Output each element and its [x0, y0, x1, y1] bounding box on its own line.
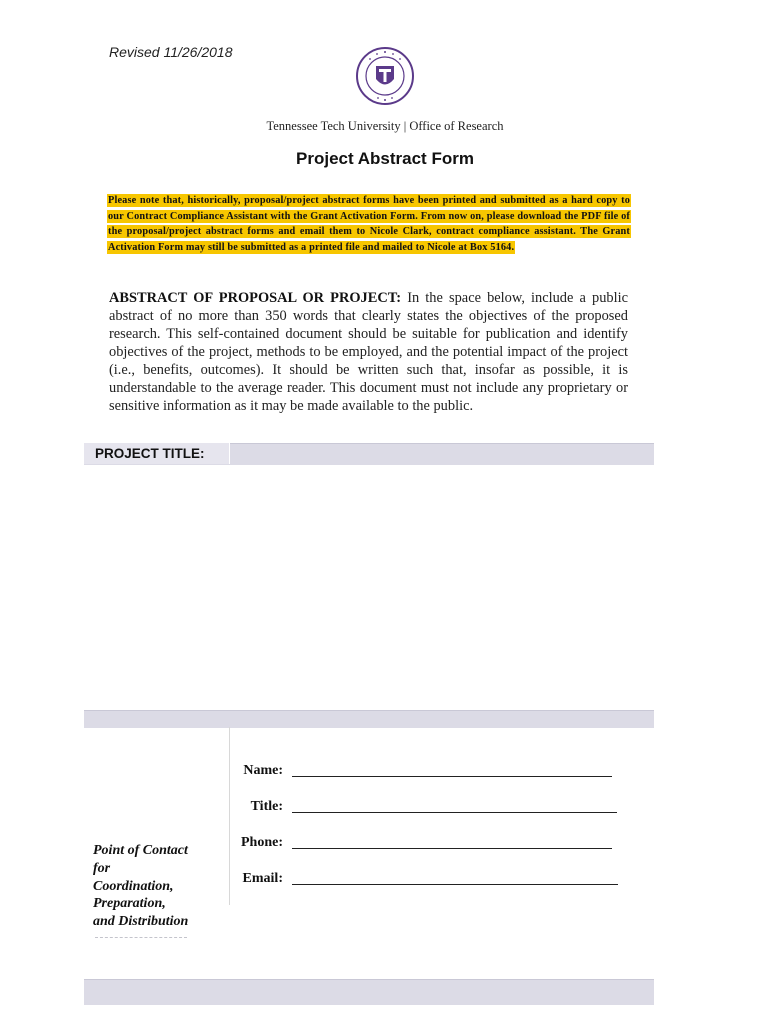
title-label: Title: [250, 799, 283, 814]
university-seal-icon [355, 46, 415, 106]
email-label: Email: [242, 871, 283, 886]
email-input[interactable] [292, 884, 618, 885]
revised-date: Revised 11/26/2018 [109, 44, 233, 60]
abstract-text-area[interactable] [84, 466, 654, 708]
project-title-separator [229, 443, 230, 464]
university-office-line: Tennessee Tech University | Office of Research [266, 119, 504, 133]
faint-rule [95, 937, 187, 941]
notice-text: Please note that, historically, proposal/project abstract forms have been printed and submitted as a hard copy to our Contract Compliance Assistant with the Grant Activation Form. From now on, please download the PDF file of the proposal/project abstract forms and email them to Nicole Clark, contract compliance assistant. The Grant Activation Form may still be submitted as a printed file and mailed to Nicole at Box 5164. [108, 195, 630, 253]
contact-column-divider [229, 727, 230, 905]
bottom-bar [84, 979, 654, 1005]
name-label: Name: [243, 763, 283, 778]
point-of-contact-label: Point of Contact for Coordination, Preparation, and Distribution [93, 843, 189, 930]
title-input[interactable] [292, 812, 617, 813]
page-title: Project Abstract Form [296, 149, 474, 168]
phone-input[interactable] [292, 848, 612, 849]
contact-phone-row [233, 835, 283, 851]
name-input[interactable] [292, 776, 612, 777]
contact-name-row [233, 763, 283, 779]
abstract-instructions [109, 289, 628, 415]
highlighted-notice [108, 193, 630, 255]
contact-title-row [233, 799, 283, 815]
contact-email-row [233, 871, 283, 887]
phone-label: Phone: [241, 835, 283, 850]
section-divider-bar [84, 710, 654, 728]
project-title-label: PROJECT TITLE: [84, 443, 229, 464]
abstract-body: In the space below, include a public abstract of no more than 350 words that clearly states the objectives of the proposed research. This self-contained document should be suitable for publication and identify objectives of the project, methods to be employed, and the potential impact of the project (i.e., benefits, outcomes). It should be written such that, insofar as possible, it is understandable to the average reader. This document must not include any proprietary or sensitive information as it may be made available to the public. [109, 290, 628, 414]
abstract-heading: ABSTRACT OF PROPOSAL OR PROJECT: [109, 290, 402, 306]
